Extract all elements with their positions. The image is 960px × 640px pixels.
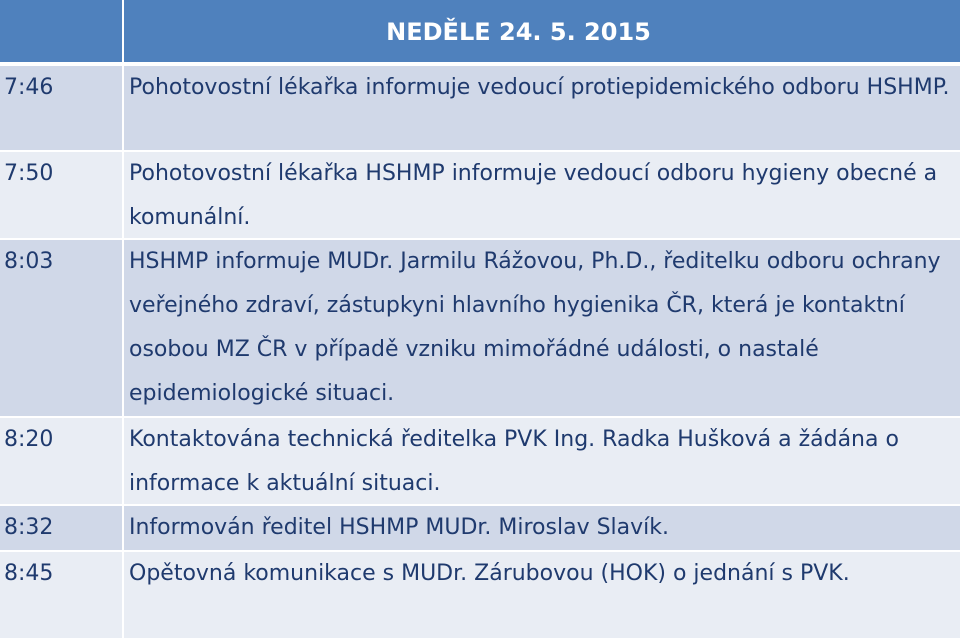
table-row [0, 240, 960, 418]
entry-text: Pohotovostní lékařka HSHMP informuje vedoucí odboru hygieny obecné a komunální. [129, 161, 938, 230]
time-cell [0, 240, 124, 416]
entry-time: 8:20 [4, 427, 54, 452]
entry-time: 8:45 [4, 561, 54, 586]
table-row [0, 552, 960, 640]
table-row [0, 152, 960, 240]
entry-text: Kontaktována technická ředitelka PVK Ing. Radka Hušková a žádána o informace k aktuální situaci. [129, 427, 899, 496]
table-row [0, 418, 960, 506]
text-cell [124, 66, 960, 150]
entry-time: 8:03 [4, 249, 54, 274]
entry-text: Pohotovostní lékařka informuje vedoucí protiepidemického odboru HSHMP. [129, 75, 950, 100]
table-row [0, 506, 960, 552]
text-cell [124, 418, 960, 504]
header-time-cell [0, 0, 124, 62]
text-cell [124, 506, 960, 550]
entry-text: Informován ředitel HSHMP MUDr. Miroslav Slavík. [129, 515, 669, 540]
entry-text: Opětovná komunikace s MUDr. Zárubovou (HOK) o jednání s PVK. [129, 561, 850, 586]
header-title-cell [124, 0, 960, 62]
text-cell [124, 552, 960, 638]
table-header-row [0, 0, 960, 64]
entry-text: HSHMP informuje MUDr. Jarmilu Rážovou, Ph.D., ředitelku odboru ochrany veřejného zdraví, zástupkyni hlavního hygienika ČR, která je kontaktní osobou MZ ČR v případě vzniku mimořádné události, o nastalé epidemiologické situaci. [129, 249, 941, 406]
table-row [0, 66, 960, 152]
time-cell [0, 66, 124, 150]
entry-time: 8:32 [4, 515, 54, 540]
time-cell [0, 418, 124, 504]
time-cell [0, 552, 124, 638]
time-cell [0, 506, 124, 550]
page-title: NEDĚLE 24. 5. 2015 [386, 18, 651, 46]
entry-time: 7:46 [4, 75, 54, 100]
time-cell [0, 152, 124, 238]
entry-time: 7:50 [4, 161, 54, 186]
text-cell [124, 240, 960, 416]
text-cell [124, 152, 960, 238]
